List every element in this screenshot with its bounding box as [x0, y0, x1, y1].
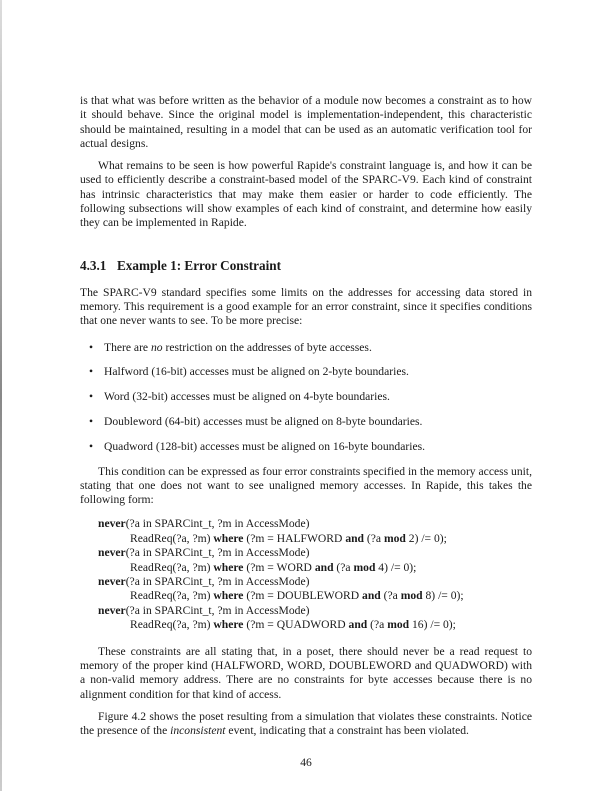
- code-token: ReadReq(?a, ?m): [130, 589, 214, 603]
- section-heading: [80, 258, 532, 274]
- code-token: WORD: [276, 560, 312, 574]
- code-token: 2) /= 0);: [405, 531, 447, 545]
- code-token: and: [314, 560, 334, 574]
- code-token: never: [98, 603, 126, 617]
- text: Halfword (16-bit) accesses must be aligned on 2-byte boundaries.: [104, 365, 409, 379]
- code-token: mod: [387, 618, 410, 632]
- code-token: (?a: [333, 560, 354, 574]
- code-token: (?a in SPARCint_t, ?m in AccessMode): [125, 603, 310, 617]
- code-line: [80, 618, 532, 632]
- code-line: [80, 532, 532, 546]
- paragraph: is that what was before written as the behavior of a module now becomes a constraint as to how it should behave. Since the original model is implementation-independent, this characteristic should be maintained, resulting in a model that can be used as an automatic verification tool for actual designs.: [80, 94, 532, 150]
- code-token: (?a: [367, 618, 388, 632]
- section-number: 4.3.1: [80, 257, 107, 273]
- code-token: 4) /= 0);: [375, 560, 417, 574]
- code-token: QUADWORD: [276, 618, 346, 632]
- code-token: mod: [383, 531, 406, 545]
- code-block: [80, 517, 532, 632]
- text: event, indicating that a constraint has been violated.: [225, 724, 469, 738]
- text: There are: [104, 340, 151, 354]
- code-token: 16) /= 0);: [409, 618, 456, 632]
- code-token: and: [362, 589, 381, 603]
- bullet-item: [80, 415, 532, 429]
- code-token: mod: [400, 589, 423, 603]
- text: Quadword (128-bit) accesses must be aligned on 16-byte boundaries.: [104, 439, 425, 453]
- bullet-item: [80, 390, 532, 404]
- code-token: (?m =: [243, 531, 277, 545]
- code-line: [80, 575, 532, 589]
- text: no: [150, 340, 163, 354]
- code-token: ReadReq(?a, ?m): [130, 618, 214, 632]
- paragraph: The SPARC-V9 standard specifies some limits on the addresses for accessing data stored in memory. This requirement is a good example for an error constraint, since it specifies conditions that one never wants to see. To be more precise:: [80, 285, 532, 328]
- code-token: never: [98, 546, 126, 560]
- code-token: never: [98, 575, 126, 589]
- code-token: (?a in SPARCint_t, ?m in AccessMode): [125, 517, 310, 531]
- bullet-item: [80, 365, 532, 379]
- scan-edge: [0, 0, 2, 791]
- paragraph: What remains to be seen is how powerful Rapide's constraint language is, and how it can be used to efficiently describe a constraint-based model of the SPARC-V9. Each kind of constraint has intrinsic characteristics that may make them easier or harder to code efficiently. The following subsections will show examples of each kind of constraint, and determine how easily they can be implemented in Rapide.: [80, 159, 532, 230]
- code-token: and: [345, 531, 365, 545]
- code-token: (?m =: [243, 560, 277, 574]
- code-token: (?m =: [243, 618, 277, 632]
- text: Word (32-bit) accesses must be aligned on 4-byte boundaries.: [104, 390, 390, 404]
- code-token: DOUBLEWORD: [276, 589, 360, 603]
- text: Doubleword (64-bit) accesses must be aligned on 8-byte boundaries.: [104, 414, 423, 428]
- code-token: (?a: [380, 589, 401, 603]
- code-line: [80, 561, 532, 575]
- code-token: and: [348, 618, 368, 632]
- code-token: ReadReq(?a, ?m): [130, 531, 214, 545]
- code-token: HALFWORD: [276, 531, 343, 545]
- code-token: (?a in SPARCint_t, ?m in AccessMode): [125, 575, 310, 589]
- text: restriction on the addresses of byte accesses.: [162, 340, 372, 354]
- code-token: (?a in SPARCint_t, ?m in AccessMode): [125, 546, 310, 560]
- code-token: 8) /= 0);: [422, 589, 464, 603]
- code-token: where: [213, 618, 244, 632]
- bullet-item: [80, 440, 532, 454]
- code-token: where: [213, 589, 244, 603]
- code-token: never: [98, 517, 126, 531]
- section-title: Example 1: Error Constraint: [117, 257, 281, 273]
- code-token: ReadReq(?a, ?m): [130, 560, 214, 574]
- code-line: [80, 517, 532, 531]
- bullet-list: [80, 341, 532, 454]
- code-line: [80, 604, 532, 618]
- paragraph: These constraints are all stating that, in a poset, there should never be a read request to memory of the proper kind (HALFWORD, WORD, DOUBLEWORD and QUADWORD) with a non-valid memory address. There are no constraints for byte accesses because there is no alignment condition for that kind of access.: [80, 644, 532, 701]
- code-line: [80, 589, 532, 603]
- code-token: where: [213, 560, 244, 574]
- text: Figure 4.2 shows the poset resulting from a simulation that violates these constraints. Notice the presence of the: [80, 709, 532, 738]
- code-line: [80, 546, 532, 560]
- paragraph: This condition can be expressed as four error constraints specified in the memory access unit, stating that one does not want to see unaligned memory accesses. In Rapide, this takes the following form:: [80, 464, 532, 507]
- code-token: mod: [353, 560, 376, 574]
- code-token: (?a: [364, 531, 384, 545]
- code-token: (?m =: [243, 589, 277, 603]
- page-number: 46: [300, 756, 312, 770]
- bullet-item: [80, 341, 532, 355]
- page-body: [80, 0, 532, 811]
- code-token: where: [213, 531, 244, 545]
- emphasis: inconsistent: [170, 724, 226, 738]
- paragraph: [80, 710, 532, 739]
